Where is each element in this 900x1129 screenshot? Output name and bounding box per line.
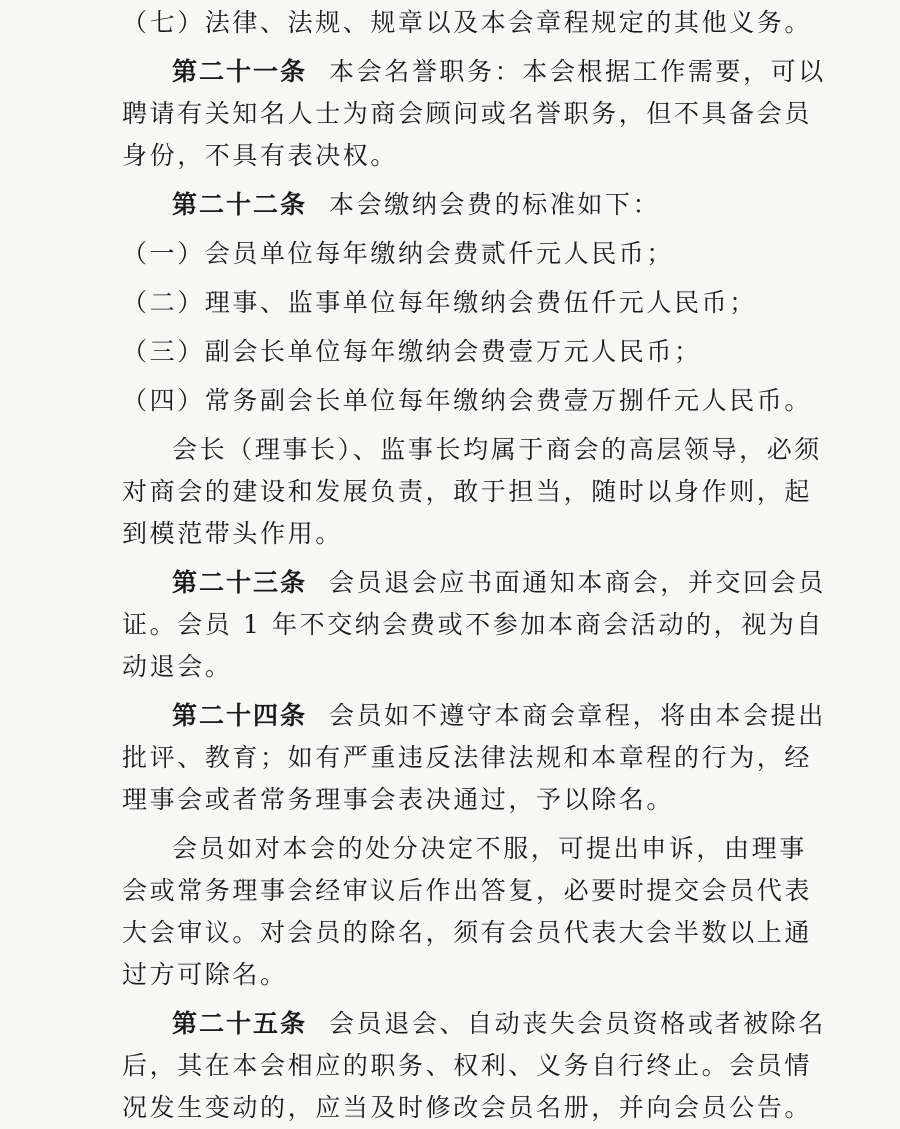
article-25-text: 会员退会、自动丧失会员资格或者被除名后，其在本会相应的职务、权利、义务自行终止。会员情况发生变动的，应当及时修改会员名册，并向会员公告。 bbox=[122, 1009, 826, 1122]
article-21-heading: 第二十一条 bbox=[172, 57, 308, 86]
article-23-text: 会员退会应书面通知本商会，并交回会员证。会员 1 年不交纳会费或不参加本商会活动的，视为自动退会。 bbox=[122, 568, 826, 681]
paragraph-fee-3: （三）副会长单位每年缴纳会费壹万元人民币； bbox=[122, 337, 702, 366]
article-22-text: 本会缴纳会费的标准如下： bbox=[329, 190, 661, 219]
paragraph-article-22 bbox=[122, 184, 826, 226]
paragraph-fee-2: （二）理事、监事单位每年缴纳会费伍仟元人民币； bbox=[122, 288, 757, 317]
article-21-text: 本会名誉职务：本会根据工作需要，可以聘请有关知名人士为商会顾问或名誉职务，但不具备会员身份，不具有表决权。 bbox=[122, 57, 826, 170]
article-24-heading: 第二十四条 bbox=[172, 701, 308, 730]
paragraph-article-25 bbox=[122, 1003, 826, 1129]
article-23-heading: 第二十三条 bbox=[172, 568, 308, 597]
article-25-heading: 第二十五条 bbox=[172, 1009, 308, 1038]
paragraph-obligation-7: （七）法律、法规、规章以及本会章程规定的其他义务。 bbox=[122, 8, 813, 37]
paragraph-fee-1: （一）会员单位每年缴纳会费贰仟元人民币； bbox=[122, 239, 675, 268]
paragraph-article-23 bbox=[122, 562, 826, 688]
paragraph-article-24 bbox=[122, 695, 826, 821]
paragraph-article-21 bbox=[122, 51, 826, 177]
paragraph-fee-4: （四）常务副会长单位每年缴纳会费壹万捌仟元人民币。 bbox=[122, 386, 813, 415]
paragraph-appeal: 会员如对本会的处分决定不服，可提出申诉，由理事会或常务理事会经审议后作出答复，必要时提交会员代表大会审议。对会员的除名，须有会员代表大会半数以上通过方可除名。 bbox=[122, 834, 813, 989]
paragraph-leadership: 会长（理事长）、监事长均属于商会的高层领导，必须对商会的建设和发展负责，敢于担当，随时以身作则，起到模范带头作用。 bbox=[122, 435, 822, 548]
article-22-heading: 第二十二条 bbox=[172, 190, 308, 219]
article-24-text: 会员如不遵守本商会章程，将由本会提出批评、教育；如有严重违反法律法规和本章程的行为，经理事会或者常务理事会表决通过，予以除名。 bbox=[122, 701, 826, 814]
